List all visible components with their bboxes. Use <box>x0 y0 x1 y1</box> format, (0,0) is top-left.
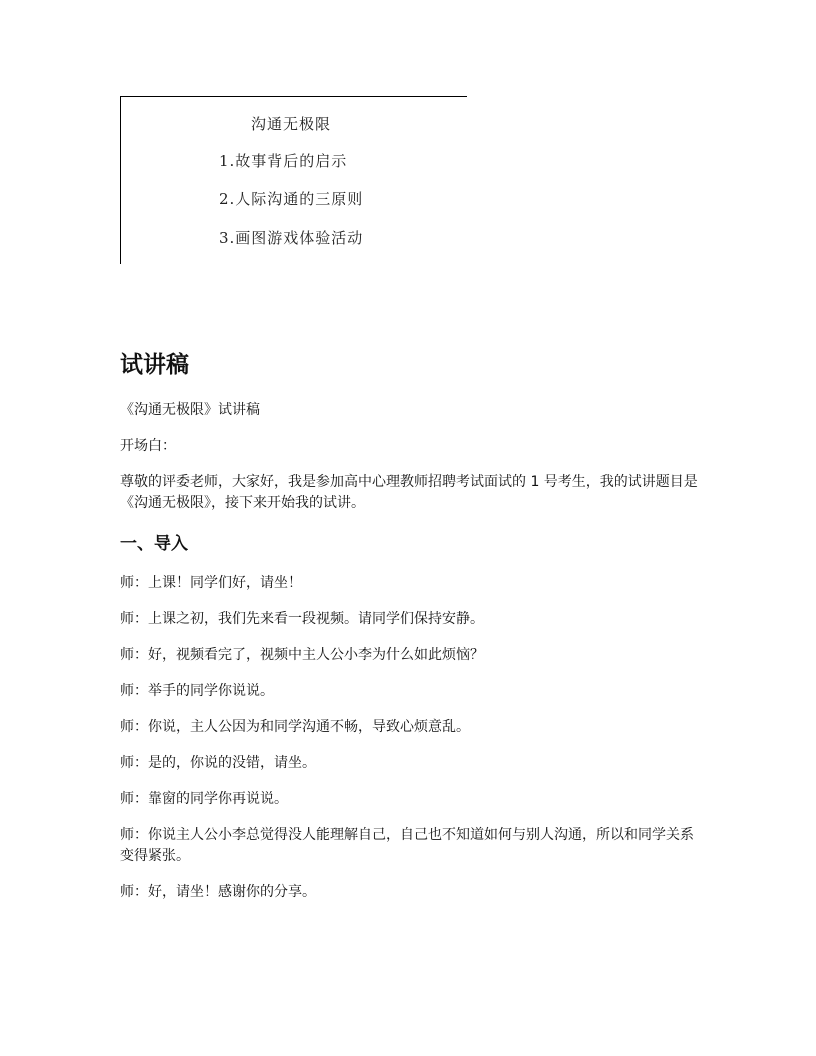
board-item-1: 1.故事背后的启示 <box>219 152 348 170</box>
dialogue-line: 师：举手的同学你说说。 <box>120 683 274 699</box>
board-title: 沟通无极限 <box>251 115 332 133</box>
opening-label: 开场白： <box>120 438 176 454</box>
blackboard-design-image <box>120 96 467 264</box>
dialogue-line: 师：靠窗的同学你再说说。 <box>120 791 288 807</box>
page-title: 试讲稿 <box>120 352 189 378</box>
board-item-2: 2.人际沟通的三原则 <box>219 190 364 208</box>
dialogue-line: 师：是的，你说的没错，请坐。 <box>120 755 316 771</box>
section-heading-introduction: 一、导入 <box>120 534 188 554</box>
dialogue-line: 师：你说主人公小李总觉得没人能理解自己，自己也不知道如何与别人沟通，所以和同学关系变得紧张。 <box>120 827 694 864</box>
dialogue-line: 师：你说，主人公因为和同学沟通不畅，导致心烦意乱。 <box>120 719 470 735</box>
dialogue-line: 师：好，视频看完了，视频中主人公小李为什么如此烦恼？ <box>120 647 484 663</box>
dialogue-line: 师：好，请坐！感谢你的分享。 <box>120 884 316 900</box>
document-body <box>120 400 700 918</box>
dialogue-line: 师：上课！同学们好，请坐！ <box>120 575 302 591</box>
dialogue-line: 师：上课之初，我们先来看一段视频。请同学们保持安静。 <box>120 611 484 627</box>
board-item-3: 3.画图游戏体验活动 <box>219 229 364 247</box>
opening-paragraph: 尊敬的评委老师，大家好，我是参加高中心理教师招聘考试面试的 1 号考生，我的试讲题目是《沟通无极限》，接下来开始我的试讲。 <box>120 474 698 511</box>
lecture-subtitle: 《沟通无极限》试讲稿 <box>120 402 260 418</box>
